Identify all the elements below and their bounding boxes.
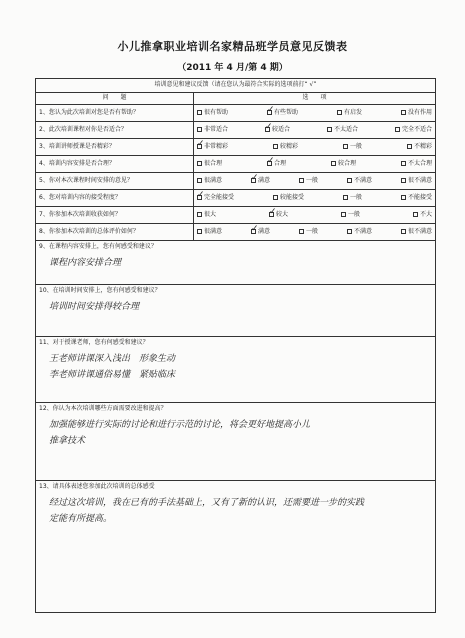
open-question-row — [36, 337, 436, 403]
question-label: 2、此次培训课程对你是否适合？ — [36, 122, 194, 139]
option-label: 满意 — [258, 227, 271, 235]
option-checkbox[interactable] — [269, 212, 288, 219]
option-checkbox[interactable] — [347, 229, 372, 236]
option-checkbox[interactable] — [395, 127, 432, 134]
handwritten-answer[interactable]: 加强能够进行实际的讨论和进行示范的讨论，将会更好地提高小儿 — [49, 419, 311, 430]
handwritten-answer[interactable]: 培训时间安排得较合理 — [49, 301, 140, 312]
option-checkbox[interactable] — [401, 161, 432, 168]
question-label: 3、培训讲师授课是否精彩？ — [36, 139, 194, 156]
option-checkbox[interactable] — [299, 178, 318, 185]
option-label: 较精彩 — [280, 142, 299, 150]
checked-box-icon[interactable] — [267, 110, 272, 115]
option-checkbox[interactable] — [401, 178, 432, 185]
checkbox-icon[interactable] — [401, 178, 406, 183]
open-question-row — [36, 241, 436, 285]
option-label: 没有作用 — [408, 108, 433, 116]
checkbox-icon[interactable] — [197, 127, 202, 132]
option-checkbox[interactable] — [197, 212, 216, 219]
option-label: 很不满意 — [408, 227, 433, 235]
option-checkbox[interactable] — [347, 178, 372, 185]
question-row — [36, 173, 436, 190]
open-question-row — [36, 481, 436, 613]
checkbox-icon[interactable] — [347, 229, 352, 234]
question-row — [36, 207, 436, 224]
question-row — [36, 190, 436, 207]
checked-box-icon[interactable] — [251, 229, 256, 234]
question-options — [194, 207, 436, 224]
question-options — [194, 173, 436, 190]
handwritten-answer-line2[interactable]: 推拿技术 — [49, 436, 86, 447]
checkbox-icon[interactable] — [327, 127, 332, 132]
open-question-cell — [36, 481, 436, 613]
checkbox-icon[interactable] — [401, 161, 406, 166]
handwritten-answer[interactable]: 王老师讲课深入浅出 形象生动 — [49, 353, 176, 364]
question-row — [36, 156, 436, 173]
question-label: 6、您对培训内容的接受程度？ — [36, 190, 194, 207]
option-checkbox[interactable] — [337, 110, 362, 117]
option-checkbox[interactable] — [343, 144, 362, 151]
option-label: 很满意 — [204, 176, 223, 184]
open-question-cell — [36, 403, 436, 481]
question-options — [194, 139, 436, 156]
option-label: 有些帮助 — [274, 108, 299, 116]
checkbox-icon[interactable] — [299, 229, 304, 234]
option-checkbox[interactable] — [343, 195, 362, 202]
checkbox-icon[interactable] — [337, 110, 342, 115]
open-question-label: 11、对于授课老师，您有何感受和建议？ — [39, 339, 149, 346]
question-options — [194, 224, 436, 241]
checkbox-icon[interactable] — [197, 110, 202, 115]
question-options — [194, 190, 436, 207]
table-header: 培训意见和建议反馈（请在您认为最符合实际的选项前打“ √” — [36, 79, 436, 93]
question-options — [194, 105, 436, 122]
option-checkbox[interactable] — [273, 144, 298, 151]
checkbox-icon[interactable] — [401, 195, 406, 200]
checked-box-icon[interactable] — [265, 127, 270, 132]
option-checkbox[interactable] — [251, 178, 270, 185]
option-label: 不满意 — [354, 176, 373, 184]
option-label: 不精彩 — [414, 142, 433, 150]
option-checkbox[interactable] — [197, 161, 222, 168]
option-checkbox[interactable] — [401, 110, 432, 117]
option-checkbox[interactable] — [341, 212, 360, 219]
handwritten-answer[interactable]: 课程内容安排合理 — [49, 257, 122, 268]
open-question-row — [36, 285, 436, 337]
option-label: 一般 — [350, 193, 363, 201]
checked-box-icon[interactable] — [269, 212, 274, 217]
option-label: 一般 — [350, 142, 363, 150]
option-checkbox[interactable] — [267, 161, 286, 168]
checkbox-icon[interactable] — [343, 195, 348, 200]
checked-box-icon[interactable] — [197, 144, 202, 149]
option-checkbox[interactable] — [407, 144, 432, 151]
question-options — [194, 156, 436, 173]
option-label: 较能接受 — [280, 193, 305, 201]
checkbox-icon[interactable] — [331, 161, 336, 166]
option-checkbox[interactable] — [299, 229, 318, 236]
checkbox-icon[interactable] — [197, 178, 202, 183]
column-header-question: 问 题 — [36, 93, 194, 105]
option-label: 不太适合 — [334, 125, 359, 133]
question-label: 5、你对本次课程时间安排的意见？ — [36, 173, 194, 190]
checkbox-icon[interactable] — [401, 229, 406, 234]
question-label: 1、您认为此次培训对您是否有帮助？ — [36, 105, 194, 122]
option-checkbox[interactable] — [197, 110, 228, 117]
option-checkbox[interactable] — [413, 212, 432, 219]
checked-box-icon[interactable] — [251, 178, 256, 183]
checkbox-icon[interactable] — [413, 212, 418, 217]
option-checkbox[interactable] — [331, 161, 356, 168]
option-checkbox[interactable] — [197, 178, 222, 185]
option-checkbox[interactable] — [197, 229, 222, 236]
checkbox-icon[interactable] — [197, 212, 202, 217]
option-label: 非常适合 — [204, 125, 229, 133]
option-label: 很有帮助 — [204, 108, 229, 116]
checkbox-icon[interactable] — [395, 127, 400, 132]
option-label: 不满意 — [354, 227, 373, 235]
option-label: 满意 — [258, 176, 271, 184]
checked-box-icon[interactable] — [267, 161, 272, 166]
option-checkbox[interactable] — [267, 110, 298, 117]
checkbox-icon[interactable] — [273, 144, 278, 149]
option-label: 较大 — [276, 210, 289, 218]
question-row — [36, 224, 436, 241]
option-label: 完全能接受 — [204, 193, 235, 201]
option-label: 有启发 — [344, 108, 363, 116]
open-question-cell — [36, 241, 436, 285]
checkbox-icon[interactable] — [341, 212, 346, 217]
checkbox-icon[interactable] — [299, 178, 304, 183]
option-label: 非常精彩 — [204, 142, 229, 150]
option-label: 很合理 — [204, 159, 223, 167]
question-label: 4、培训内容安排是否合理？ — [36, 156, 194, 173]
question-options — [194, 122, 436, 139]
handwritten-answer-line2[interactable]: 定能有所提高。 — [49, 514, 113, 525]
open-question-cell — [36, 337, 436, 403]
option-label: 很满意 — [204, 227, 223, 235]
option-checkbox[interactable] — [197, 127, 228, 134]
checkbox-icon[interactable] — [273, 195, 278, 200]
checkbox-icon[interactable] — [407, 144, 412, 149]
option-label: 不太合理 — [408, 159, 433, 167]
open-question-label: 13、请具体表述您参加此次培训的总体感受 — [39, 483, 155, 490]
option-label: 一般 — [306, 176, 319, 184]
open-question-label: 9、在课程内容安排上，您有何感受和建议？ — [39, 243, 157, 250]
question-row — [36, 105, 436, 122]
question-label: 8、你参加本次培训的总体评价如何？ — [36, 224, 194, 241]
option-label: 不大 — [420, 210, 433, 218]
option-checkbox[interactable] — [197, 144, 228, 151]
question-row — [36, 122, 436, 139]
question-row — [36, 139, 436, 156]
option-checkbox[interactable] — [251, 229, 270, 236]
option-label: 不能接受 — [408, 193, 433, 201]
checkbox-icon[interactable] — [343, 144, 348, 149]
option-checkbox[interactable] — [401, 195, 432, 202]
feedback-table — [35, 78, 436, 613]
open-question-label: 10、在培训时间安排上，您有何感受和建议？ — [39, 287, 161, 294]
checkbox-icon[interactable] — [197, 161, 202, 166]
option-checkbox[interactable] — [265, 127, 290, 134]
form-subtitle: （2011 年 4 月/第 4 期） — [177, 63, 288, 73]
handwritten-answer[interactable]: 经过这次培训，我在已有的手法基础上，又有了新的认识，还需要进一步的实践 — [49, 497, 365, 508]
checkbox-icon[interactable] — [197, 229, 202, 234]
checked-box-icon[interactable] — [197, 195, 202, 200]
option-label: 较适合 — [272, 125, 291, 133]
option-label: 很不满意 — [408, 176, 433, 184]
option-label: 完全不适合 — [402, 125, 433, 133]
option-label: 一般 — [348, 210, 361, 218]
handwritten-answer-line2[interactable]: 李老师讲课通俗易懂 紧贴临床 — [49, 370, 176, 381]
option-label: 一般 — [306, 227, 319, 235]
open-question-label: 12、你认为本次培训哪些方面需要改进和提高？ — [39, 405, 167, 412]
option-label: 较合理 — [338, 159, 357, 167]
checkbox-icon[interactable] — [401, 110, 406, 115]
option-checkbox[interactable] — [401, 229, 432, 236]
open-question-cell — [36, 285, 436, 337]
form-title: 小儿推拿职业培训名家精品班学员意见反馈表 — [117, 40, 348, 53]
open-question-row — [36, 403, 436, 481]
option-checkbox[interactable] — [273, 195, 304, 202]
option-checkbox[interactable] — [197, 195, 234, 202]
option-label: 合理 — [274, 159, 287, 167]
option-checkbox[interactable] — [327, 127, 358, 134]
option-label: 很大 — [204, 210, 217, 218]
column-header-options: 选 项 — [194, 93, 436, 105]
question-label: 7、你参加本次培训收获如何？ — [36, 207, 194, 224]
checkbox-icon[interactable] — [347, 178, 352, 183]
